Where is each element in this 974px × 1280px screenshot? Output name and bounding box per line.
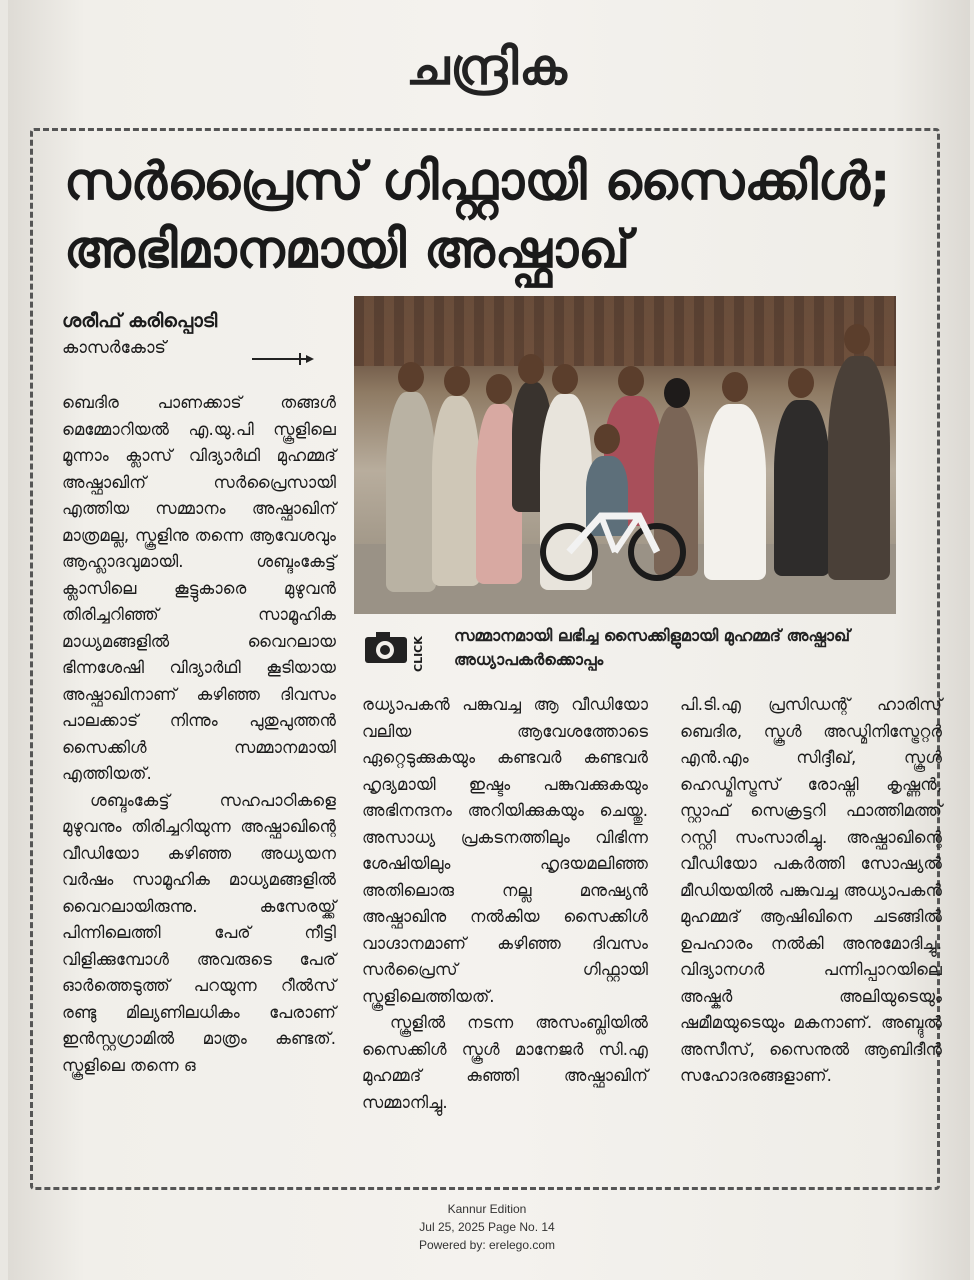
- byline: [62, 308, 217, 360]
- headline-line-1: സർപ്രൈസ് ഗിഫ്റ്റായി സൈക്കിൾ;: [64, 152, 891, 212]
- footer-date-page: Jul 25, 2025 Page No. 14: [419, 1220, 555, 1234]
- article-column-1: [62, 390, 336, 1079]
- headline-line-2: അഭിമാനമായി അഷ്ഫാഖ്: [64, 220, 631, 280]
- footer-powered-by: Powered by: erelego.com: [418, 1238, 556, 1252]
- photo-caption: സമ്മാനമായി ലഭിച്ച സൈക്കിളുമായി മുഹമ്മദ് അഷ്ഫാഖ് അധ്യാപകർക്കൊപ്പം: [454, 626, 850, 669]
- news-photo: [354, 296, 896, 614]
- photo-person-head: [722, 372, 748, 402]
- pen-icon: [250, 352, 316, 366]
- photo-person: [704, 404, 766, 580]
- photo-person-head: [444, 366, 470, 396]
- headline: [64, 148, 944, 284]
- photo-person-head: [518, 354, 544, 384]
- photo-person-head: [398, 362, 424, 392]
- footer-edition: Kannur Edition: [447, 1202, 527, 1216]
- article-column-3: [680, 692, 942, 1090]
- edition-footer: [0, 1200, 974, 1254]
- article-paragraph: ബെദിര പാണക്കാട് തങ്ങൾ മെമ്മോറിയൽ എ.യു.പി സ്കൂളിലെ മൂന്നാം ക്ലാസ് വിദ്യാർഥി മുഹമ്മദ് അഷ്ഫാഖിന് സർപ്രൈസായി എത്തിയ സമ്മാനം അഷ്ഫാഖിന് മാത്രമല്ല, സ്കൂളിനു തന്നെ ആവേശവും ആഹ്ലാദവുമായി. ശബ്ദംകേട്ട് ക്ലാസിലെ കൂട്ടുകാരെ മുഴുവൻ തിരിച്ചറിഞ്ഞ് സാമൂഹിക മാധ്യമങ്ങളിൽ വൈറലായ ഭിന്നശേഷി വിദ്യാർഥി കൂടിയായ അഷ്ഫാഖിനാണ് കഴിഞ്ഞ ദിവസം പാലക്കാട് നിന്നും പുതുപുത്തൻ സൈക്കിൾ സമ്മാനമായി എത്തിയത്.: [62, 393, 336, 783]
- article-paragraph: പി.ടി.എ പ്രസിഡന്റ് ഹാരിസ് ബെദിര, സ്കൂൾ അഡ്മിനിസ്ട്രേറ്റർ എൻ.എം സിദ്ദീഖ്, സ്കൂൾ ഹെഡ്മിസ്ട്രസ് രോഷ്നി കൃഷ്ണൻ, സ്റ്റാഫ് സെക്രട്ടറി ഫാത്തിമത്ത് റസ്റ്റി സംസാരിച്ചു. അഷ്ഫാഖിന്റെ വീഡിയോ പകർത്തി സോഷ്യൽ മീഡിയയിൽ പങ്കുവച്ച അധ്യാപകൻ മുഹമ്മദ് ആഷിഖിനെ ചടങ്ങിൽ ഉപഹാരം നൽകി അനുമോദിച്ചു. വിദ്യാനഗർ പന്നിപ്പാറയിലെ അഷ്കർ അലിയുടെയും ഷമീമയുടെയും മകനാണ്. അബ്ദുൽ അസീസ്, സൈനുൽ ആബിദീൻ സഹോദരങ്ങളാണ്.: [680, 695, 942, 1085]
- photo-caption-row: [360, 624, 920, 680]
- photo-person-head: [788, 368, 814, 398]
- photo-person-head: [552, 364, 578, 394]
- article-paragraph: സ്കൂളിൽ നടന്ന അസംബ്ലിയിൽ സൈക്കിൾ സ്കൂൾ മാനേജർ സി.എ മുഹമ്മദ് കുഞ്ഞി അഷ്ഫാഖിന് സമ്മാനിച്ചു.: [362, 1013, 648, 1112]
- photo-person-head: [664, 378, 690, 408]
- byline-place: കാസർകോട്: [62, 338, 166, 358]
- photo-person: [828, 356, 890, 580]
- photo-person-head: [618, 366, 644, 396]
- photo-child-head: [594, 424, 620, 454]
- photo-person-head: [486, 374, 512, 404]
- bicycle-image: [539, 494, 689, 584]
- photo-person: [774, 400, 830, 576]
- article-paragraph: രധ്യാപകൻ പങ്കുവച്ച ആ വീഡിയോ വലിയ ആവേശത്തോടെ ഏറ്റെടുക്കുകയും കണ്ടവർ കണ്ടവർ ഹൃദ്യമായി ഇഷ്ടം പങ്കുവക്കുകയും അഭിനന്ദനം അറിയിക്കുകയും ചെയ്തു. അസാധ്യ പ്രകടനത്തിലും വിഭിന്ന ശേഷിയിലും ഹൃദയമലിഞ്ഞ അതിലൊരു നല്ല മനുഷ്യൻ അഷ്ഫാഖിനു നൽകിയ സൈക്കിൾ വാഗ്ദാനമാണ് കഴിഞ്ഞ ദിവസം സർപ്രൈസ് ഗിഫ്റ്റായി സ്കൂളിലെത്തിയത്.: [362, 695, 648, 1006]
- article-column-2: [362, 692, 648, 1116]
- byline-name: ശരീഫ് കരിപ്പൊടി: [62, 310, 218, 332]
- camera-click-label: CLICK: [412, 636, 425, 672]
- article-paragraph: ശബ്ദംകേട്ട് സഹപാഠികളെ മുഴുവനും തിരിച്ചറിയുന്ന അഷ്ഫാഖിന്റെ വീഡിയോ കഴിഞ്ഞ അധ്യയന വർഷം സാമൂഹിക മാധ്യമങ്ങളിൽ വൈറലായിരുന്നു. കസേരയ്ക്ക് പിന്നിലെത്തി പേര് നീട്ടി വിളിക്കുമ്പോൾ അവരുടെ പേര് ഓർത്തെടുത്ത് പറയുന്ന റീൽസ് രണ്ടു മില്യണിലധികം പേരാണ് ഇൻസ്റ്റഗ്രാമിൽ മാത്രം കണ്ടത്. സ്കൂളിലെ തന്നെ ഒ: [62, 790, 336, 1075]
- photo-person-head: [844, 324, 870, 354]
- photo-person: [386, 392, 436, 592]
- photo-roof: [354, 296, 896, 366]
- camera-icon: [364, 630, 408, 664]
- masthead-title: ചന്ദ്രിക: [406, 38, 568, 96]
- photo-person: [432, 396, 480, 586]
